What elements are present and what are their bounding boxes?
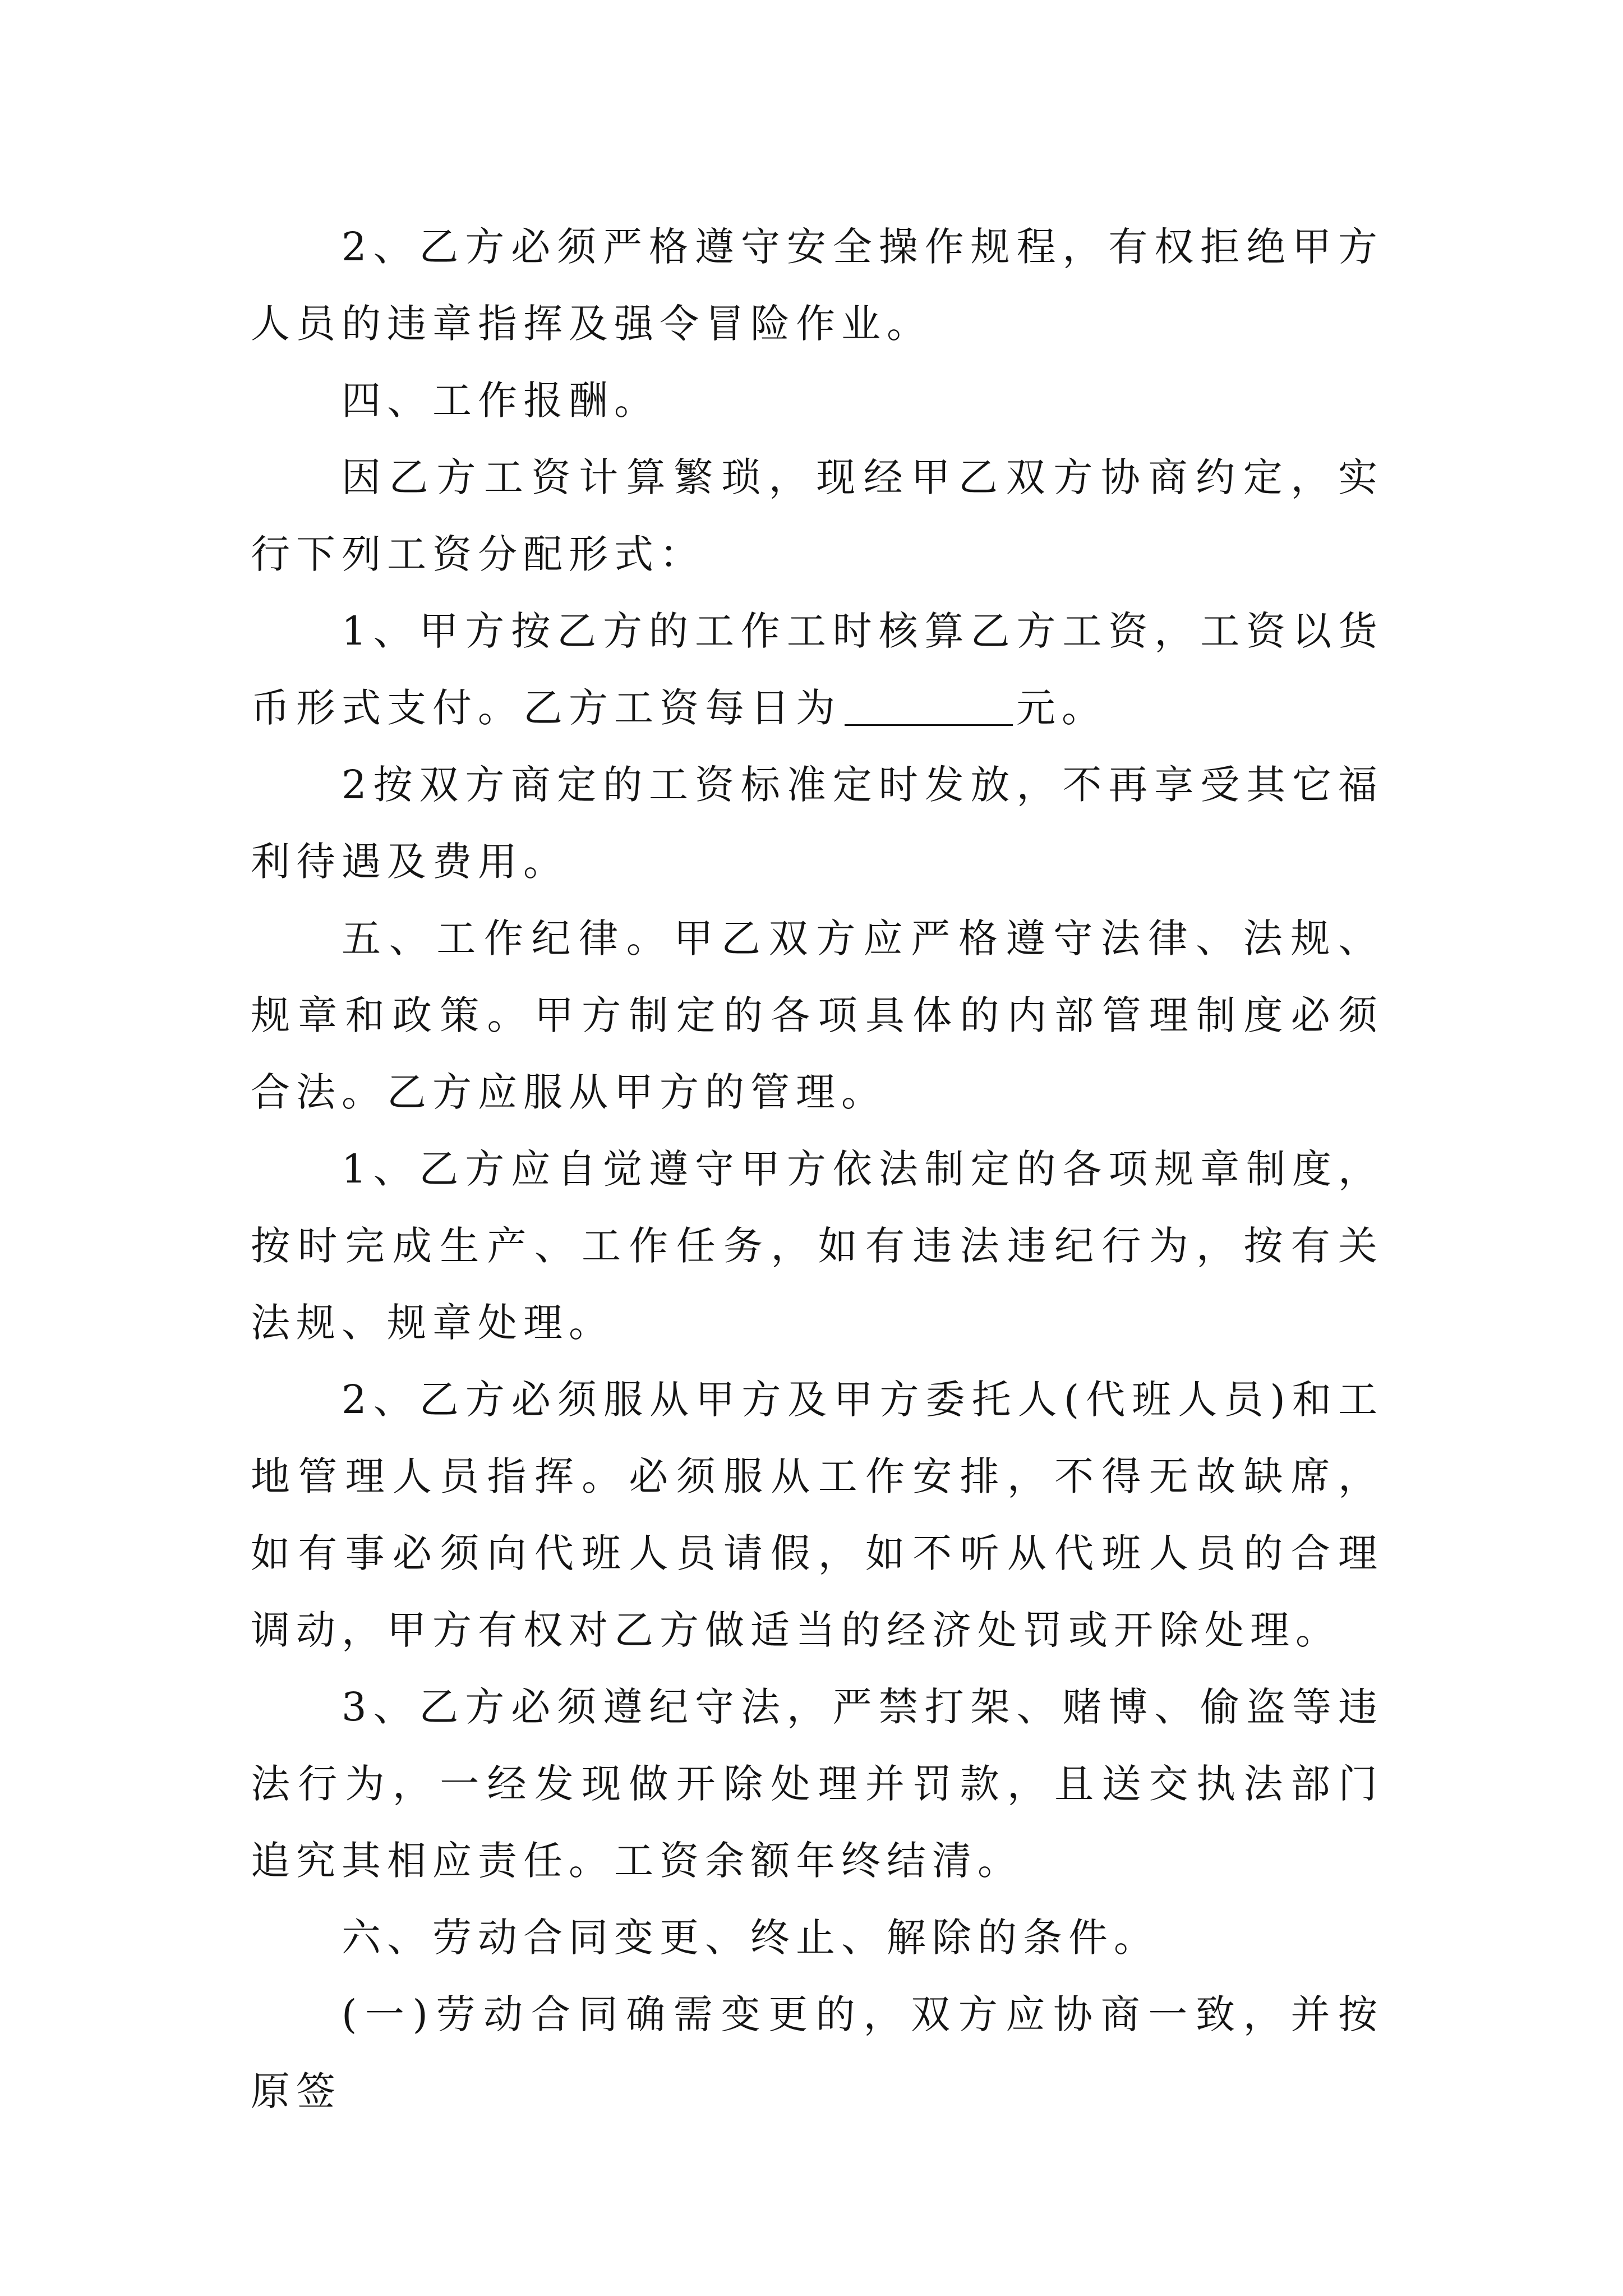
paragraph-wage-intro: 因乙方工资计算繁琐，现经甲乙双方协商约定，实行下列工资分配形式：: [251, 454, 1384, 577]
daily-wage-blank-field: [845, 685, 1013, 726]
section-heading-discipline: 五、工作纪律。甲乙双方应严格遵守法律、法规、规章和政策。甲方制定的各项具体的内部管理制度必须合法。乙方应服从甲方的管理。: [251, 915, 1384, 1115]
daily-wage-text-before: 1、甲方按乙方的工作工时核算乙方工资，工资以货币形式支付。乙方工资每日为: [251, 608, 1384, 731]
paragraph-safety-rules: 2、乙方必须严格遵守安全操作规程，有权拒绝甲方人员的违章指挥及强令冒险作业。: [251, 224, 1384, 347]
paragraph-daily-wage: [251, 593, 1384, 747]
document-body: [251, 209, 1384, 2130]
section-heading-contract-changes: 六、劳动合同变更、终止、解除的条件。: [342, 1915, 1159, 1961]
paragraph-contract-change-1: (一)劳动合同确需变更的，双方应协商一致，并按原签: [251, 1991, 1384, 2114]
paragraph-discipline-rule-1: 1、乙方应自觉遵守甲方依法制定的各项规章制度，按时完成生产、工作任务，如有违法违纪行为，按有关法规、规章处理。: [251, 1146, 1384, 1346]
paragraph-wage-payment: 2按双方商定的工资标准定时发放，不再享受其它福利待遇及费用。: [251, 762, 1384, 885]
paragraph-discipline-rule-3: 3、乙方必须遵纪守法，严禁打架、赌博、偷盗等违法行为，一经发现做开除处理并罚款，且送交执法部门追究其相应责任。工资余额年终结清。: [251, 1684, 1384, 1884]
section-heading-remuneration: 四、工作报酬。: [342, 378, 660, 424]
daily-wage-text-after: 元。: [1016, 685, 1107, 731]
paragraph-discipline-rule-2: 2、乙方必须服从甲方及甲方委托人(代班人员)和工地管理人员指挥。必须服从工作安排，不得无故缺席，如有事必须向代班人员请假，如不听从代班人员的合理调动，甲方有权对乙方做适当的经济处罚或开除处理。: [251, 1377, 1384, 1653]
